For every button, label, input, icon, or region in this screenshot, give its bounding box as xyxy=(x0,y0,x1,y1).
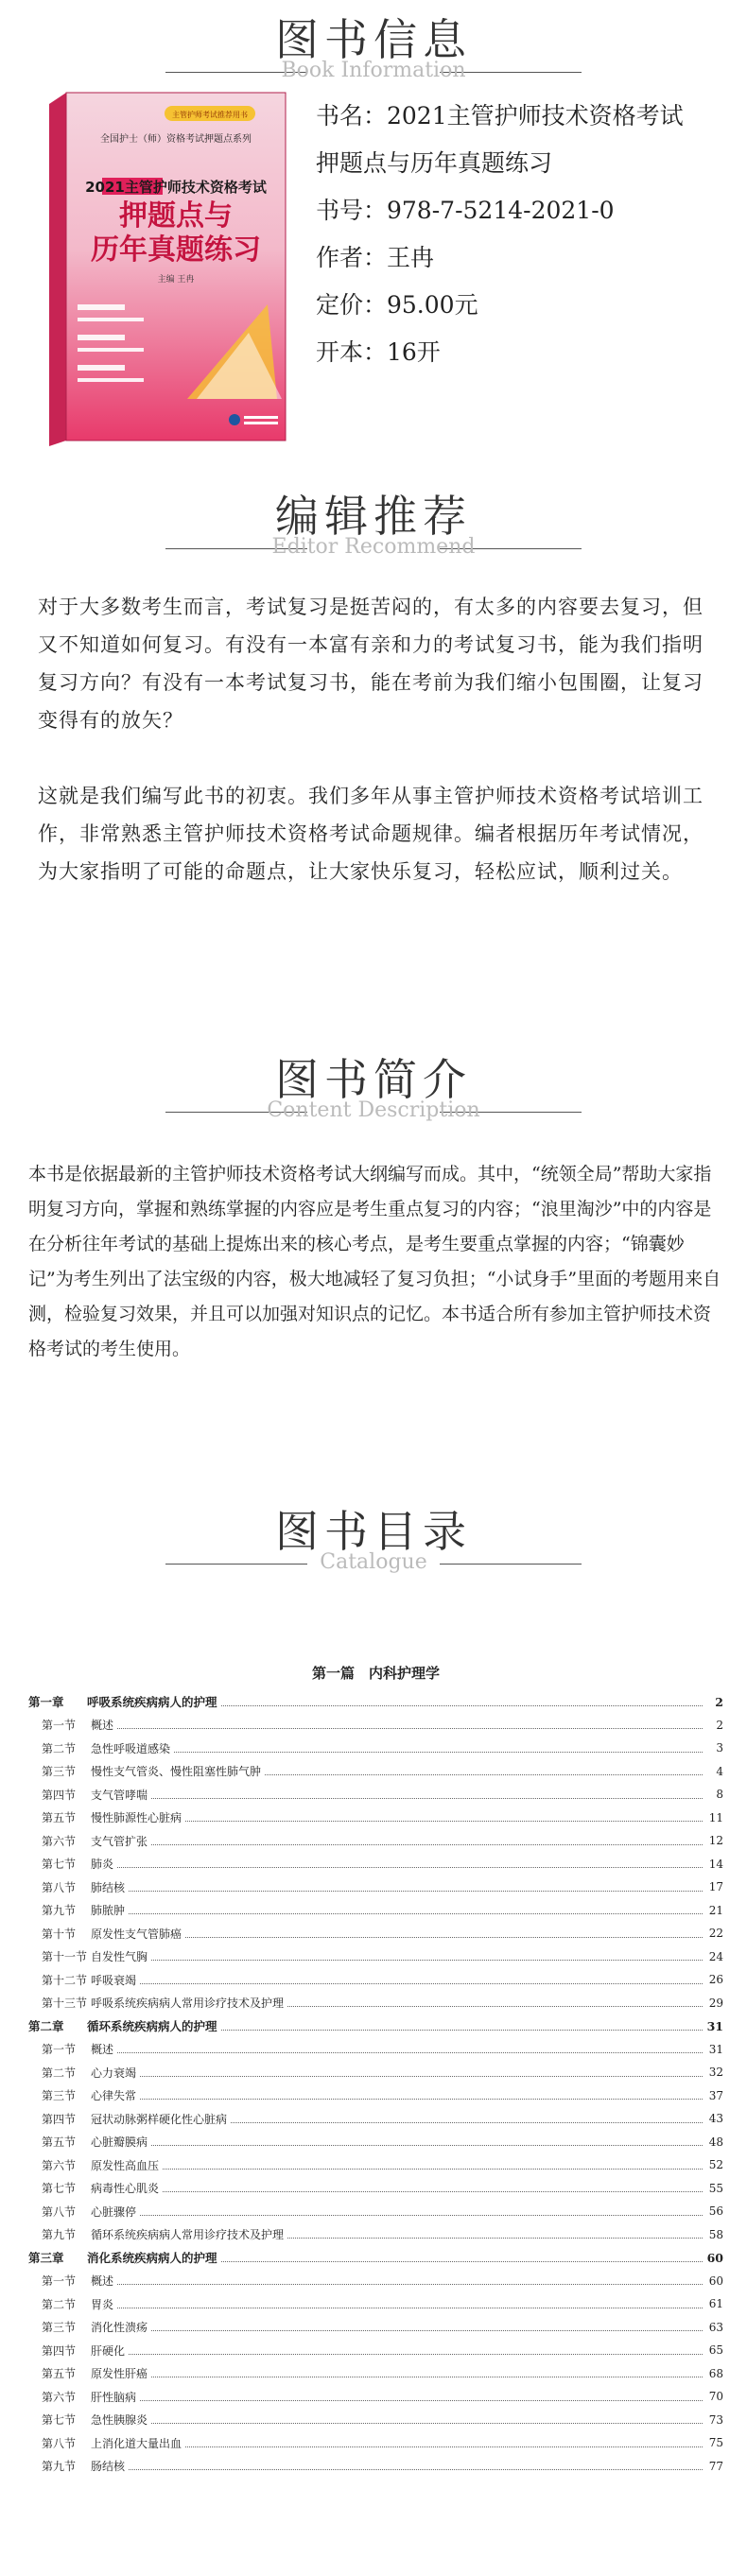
toc-entry-title: 原发性肝癌 xyxy=(91,2367,148,2381)
toc-leader-dots xyxy=(185,2439,703,2447)
toc-leader-dots xyxy=(117,1720,703,1729)
toc-entry-number: 第十节 xyxy=(42,1927,77,1941)
cover-title-line1: 押题点与 xyxy=(119,199,233,233)
toc-leader-dots xyxy=(151,2137,703,2146)
toc-entry-title: 循环系统疾病病人的护理 xyxy=(87,2019,217,2034)
toc-entry-title: 消化性溃疡 xyxy=(91,2321,148,2335)
toc-leader-dots xyxy=(140,1976,703,1984)
cover-series: 全国护士（师）资格考试押题点系列 xyxy=(100,134,252,145)
section-header-catalogue xyxy=(0,1497,747,1611)
toc-entry-title: 慢性肺源性心脏病 xyxy=(91,1811,182,1825)
toc-entry-title: 冠状动脉粥样硬化性心脏病 xyxy=(91,2112,228,2126)
toc-entry-title: 肝硬化 xyxy=(91,2343,126,2358)
toc-entry-number: 第八节 xyxy=(42,1880,77,1894)
toc-entry-number: 第七节 xyxy=(42,1858,77,1872)
toc-entry-page: 61 xyxy=(708,2297,723,2311)
toc-leader-dots xyxy=(129,1906,703,1914)
toc-entry-number: 第四节 xyxy=(42,1788,77,1802)
toc-leader-dots xyxy=(129,2346,703,2355)
toc-entry-page: 70 xyxy=(708,2390,723,2404)
toc-section-row xyxy=(28,1968,723,1992)
toc-leader-dots xyxy=(117,2045,703,2053)
editor-paragraph-1: 对于大多数考生而言，考试复习是挺苦闷的，有太多的内容要去复习，但又不知道如何复习。有没有一本富有亲和力的考试复习书，能为我们指明复习方向？有没有一本考试复习书，能在考前为我们缩小包围圈，让复习变得有的放矢？ xyxy=(38,596,704,732)
toc-entry-page: 29 xyxy=(708,1996,723,2010)
toc-section-row xyxy=(28,1714,723,1738)
toc-entry-title: 概述 xyxy=(91,1719,114,1733)
toc-entry-page: 68 xyxy=(708,2366,723,2380)
toc-chapter-row xyxy=(28,2246,723,2270)
toc-entry-number: 第十三节 xyxy=(42,1997,88,2011)
toc-entry-title: 病毒性心肌炎 xyxy=(91,2182,160,2196)
toc-entry-page: 31 xyxy=(708,2042,723,2056)
toc-entry-page: 60 xyxy=(706,2250,723,2265)
toc-section-row xyxy=(28,1737,723,1760)
section-subtitle: Content Description xyxy=(267,1098,480,1122)
section-title: 图书目录 xyxy=(275,1506,472,1557)
toc-entry-number: 第五节 xyxy=(42,1811,77,1825)
book-format: 开本：16开 xyxy=(316,338,441,366)
toc-section-row xyxy=(28,2153,723,2177)
toc-entry-page: 31 xyxy=(706,2018,723,2033)
toc-entry-number: 第九节 xyxy=(42,2460,77,2474)
toc-section-row xyxy=(28,2455,723,2479)
section-subtitle: Editor Recommend xyxy=(271,535,476,559)
toc-leader-dots xyxy=(129,2462,703,2470)
toc-entry-title: 胃炎 xyxy=(91,2297,114,2311)
toc-entry-title: 循环系统疾病病人常用诊疗技术及护理 xyxy=(91,2228,285,2242)
toc-leader-dots xyxy=(140,2393,703,2401)
toc-section-row xyxy=(28,2061,723,2084)
toc-entry-page: 8 xyxy=(716,1788,723,1802)
cover-badge: 主管护师考试推荐用书 xyxy=(172,111,248,119)
toc-entry-page: 60 xyxy=(708,2273,723,2288)
toc-leader-dots xyxy=(163,2184,703,2192)
toc-leader-dots xyxy=(151,2369,703,2377)
book-isbn: 书号：978-7-5214-2021-0 xyxy=(316,197,615,224)
section-title: 图书简介 xyxy=(275,1054,472,1105)
toc-entry-page: 17 xyxy=(708,1880,723,1894)
toc-leader-dots xyxy=(221,1698,703,1706)
toc-leader-dots xyxy=(185,1813,703,1822)
toc-leader-dots xyxy=(129,1883,703,1892)
toc-entry-title: 肠结核 xyxy=(91,2460,126,2474)
toc-section-row xyxy=(28,2362,723,2386)
toc-entry-number: 第七节 xyxy=(42,2182,77,2196)
toc-list xyxy=(28,1690,723,2478)
toc-entry-page: 26 xyxy=(708,1973,723,1987)
toc-entry-title: 肺结核 xyxy=(91,1880,126,1894)
toc-entry-page: 12 xyxy=(708,1834,723,1848)
toc-leader-dots xyxy=(117,1859,703,1868)
toc-leader-dots xyxy=(287,2230,703,2239)
toc-entry-number: 第二节 xyxy=(42,2297,77,2311)
toc-entry-page: 14 xyxy=(708,1857,723,1871)
toc-entry-number: 第三节 xyxy=(42,2321,77,2335)
toc-entry-title: 心律失常 xyxy=(91,2089,137,2103)
toc-entry-page: 32 xyxy=(708,2066,723,2080)
toc-entry-title: 原发性高血压 xyxy=(91,2158,160,2172)
toc-entry-page: 73 xyxy=(708,2412,723,2427)
toc-entry-title: 慢性支气管炎、慢性阻塞性肺气肿 xyxy=(91,1765,262,1779)
toc-entry-title: 支气管哮喘 xyxy=(91,1788,148,1802)
toc-entry-number: 第七节 xyxy=(42,2413,77,2428)
toc-section-row xyxy=(28,1945,723,1969)
toc-leader-dots xyxy=(265,1767,703,1775)
section-title: 编辑推荐 xyxy=(275,491,472,542)
toc-entry-number: 第三节 xyxy=(42,1765,77,1779)
book-price: 定价：95.00元 xyxy=(316,291,478,319)
toc-entry-number: 第五节 xyxy=(42,2367,77,2381)
toc-entry-number: 第一节 xyxy=(42,2274,77,2289)
toc-entry-title: 呼吸系统疾病病人的护理 xyxy=(87,1695,217,1710)
toc-leader-dots xyxy=(185,1929,703,1938)
section-header-editor xyxy=(0,482,747,596)
toc-leader-dots xyxy=(163,2161,703,2170)
toc-entry-page: 2 xyxy=(715,1694,723,1709)
toc-entry-page: 52 xyxy=(708,2158,723,2172)
toc-leader-dots xyxy=(151,2323,703,2331)
toc-section-row xyxy=(28,2431,723,2455)
toc-section-row xyxy=(28,2038,723,2062)
toc-entry-number: 第八节 xyxy=(42,2436,77,2450)
toc-entry-title: 消化系统疾病病人的护理 xyxy=(87,2251,217,2266)
toc-leader-dots xyxy=(117,2300,703,2308)
toc-entry-number: 第五节 xyxy=(42,2135,77,2150)
book-author: 作者：王冉 xyxy=(316,244,435,271)
section-subtitle: Book Information xyxy=(281,59,466,82)
toc-entry-title: 呼吸系统疾病病人常用诊疗技术及护理 xyxy=(91,1997,285,2011)
toc-entry-page: 11 xyxy=(708,1810,723,1824)
book-info-block xyxy=(316,93,684,376)
book-title-line1: 书名：2021主管护师技术资格考试 xyxy=(316,102,684,130)
toc-leader-dots xyxy=(174,1744,703,1753)
toc-section-row xyxy=(28,1783,723,1807)
toc-entry-number: 第一章 xyxy=(28,1695,64,1710)
toc-leader-dots xyxy=(221,2254,703,2262)
book-cover-image xyxy=(45,87,289,446)
toc-entry-number: 第四节 xyxy=(42,2112,77,2126)
toc-entry-page: 77 xyxy=(708,2459,723,2473)
toc-entry-number: 第三章 xyxy=(28,2251,64,2266)
toc-leader-dots xyxy=(140,2091,703,2100)
toc-entry-number: 第二节 xyxy=(42,1741,77,1755)
toc-entry-title: 急性呼吸道感染 xyxy=(91,1741,171,1755)
toc-section-row xyxy=(28,1853,723,1876)
toc-section-row xyxy=(28,1992,723,2015)
toc-entry-number: 第六节 xyxy=(42,2390,77,2404)
toc-section-row xyxy=(28,2177,723,2201)
toc-entry-page: 48 xyxy=(708,2135,723,2149)
toc-entry-number: 第一节 xyxy=(42,1719,77,1733)
cover-editor: 主编 王冉 xyxy=(157,275,195,285)
toc-entry-title: 支气管扩张 xyxy=(91,1834,148,1848)
toc-leader-dots xyxy=(151,2415,703,2424)
toc-entry-number: 第六节 xyxy=(42,1834,77,1848)
toc-section-row xyxy=(28,2316,723,2340)
toc-entry-title: 上消化道大量出血 xyxy=(91,2436,182,2450)
toc-entry-title: 原发性支气管肺癌 xyxy=(91,1927,182,1941)
toc-part-title: 第一篇 内科护理学 xyxy=(311,1665,440,1682)
toc-leader-dots xyxy=(151,1790,703,1799)
toc-section-row xyxy=(28,2339,723,2362)
toc-entry-page: 3 xyxy=(716,1741,723,1755)
toc-leader-dots xyxy=(151,1952,703,1961)
toc-entry-page: 24 xyxy=(708,1949,723,1963)
toc-section-row xyxy=(28,2107,723,2131)
toc-entry-title: 概述 xyxy=(91,2043,114,2057)
toc-entry-number: 第三节 xyxy=(42,2089,77,2103)
section-header-content xyxy=(0,1046,747,1159)
toc-entry-page: 65 xyxy=(708,2343,723,2358)
cover-year-title: 2021主管护师技术资格考试 xyxy=(85,179,267,196)
toc-leader-dots xyxy=(151,1837,703,1845)
toc-entry-page: 58 xyxy=(708,2227,723,2241)
toc-entry-page: 4 xyxy=(716,1764,723,1778)
toc-entry-number: 第十一节 xyxy=(42,1950,88,1964)
toc-entry-number: 第八节 xyxy=(42,2204,77,2219)
toc-section-row xyxy=(28,1760,723,1784)
toc-entry-title: 肺脓肿 xyxy=(91,1904,126,1918)
toc-entry-number: 第四节 xyxy=(42,2343,77,2358)
toc-entry-title: 自发性气胸 xyxy=(91,1950,148,1964)
toc-section-row xyxy=(28,2223,723,2247)
toc-entry-title: 急性胰腺炎 xyxy=(91,2413,148,2428)
toc-section-row xyxy=(28,1829,723,1853)
toc-section-row xyxy=(28,2292,723,2316)
toc-leader-dots xyxy=(221,2022,703,2031)
toc-entry-title: 概述 xyxy=(91,2274,114,2289)
toc-section-row xyxy=(28,2385,723,2409)
toc-entry-number: 第九节 xyxy=(42,1904,77,1918)
toc-entry-page: 2 xyxy=(716,1718,723,1732)
content-description: 本书是依据最新的主管护师技术资格考试大纲编写而成。其中，“统领全局”帮助大家指明复习方向，掌握和熟练掌握的内容应是考生重点复习的内容；“浪里淘沙”中的内容是在分析往年考试的基础上提炼出来的核心考点，是考生要重点掌握的内容；“锦囊妙记”为考生列出了法宝级的内容，极大地减轻了复习负担；“小试身手”里面的考题用来自测，检验复习效果，并且可以加强对知识点的记忆。本书适合所有参加主管护师技术资格考试的考生使用。 xyxy=(28,1164,721,1359)
section-title: 图书信息 xyxy=(275,14,472,65)
toc-entry-title: 肺炎 xyxy=(91,1858,114,1872)
toc-entry-page: 55 xyxy=(708,2181,723,2195)
toc-section-row xyxy=(28,1899,723,1923)
toc-leader-dots xyxy=(287,1998,703,2007)
toc-leader-dots xyxy=(117,2276,703,2285)
toc-section-row xyxy=(28,2131,723,2154)
toc-section-row xyxy=(28,2200,723,2223)
toc-chapter-row xyxy=(28,2014,723,2038)
toc-leader-dots xyxy=(231,2115,703,2123)
toc-section-row xyxy=(28,1876,723,1899)
section-subtitle: Catalogue xyxy=(320,1550,427,1574)
table-of-contents xyxy=(28,1656,723,2478)
toc-entry-number: 第六节 xyxy=(42,2158,77,2172)
toc-section-row xyxy=(28,1807,723,1830)
toc-entry-number: 第二章 xyxy=(28,2019,64,2034)
toc-entry-title: 心脏骤停 xyxy=(91,2204,137,2219)
toc-entry-page: 75 xyxy=(708,2436,723,2450)
cover-title-line2: 历年真题练习 xyxy=(91,233,261,267)
toc-entry-page: 56 xyxy=(708,2204,723,2219)
toc-entry-title: 肝性脑病 xyxy=(91,2390,137,2404)
toc-entry-page: 22 xyxy=(708,1927,723,1941)
toc-entry-title: 呼吸衰竭 xyxy=(91,1973,137,1987)
toc-entry-page: 21 xyxy=(708,1903,723,1917)
editor-paragraph-2: 这就是我们编写此书的初衷。我们多年从事主管护师技术资格考试培训工作，非常熟悉主管护师技术资格考试命题规律。编者根据历年考试情况，为大家指明了可能的命题点，让大家快乐复习，轻松应试，顺利过关。 xyxy=(38,785,704,883)
toc-entry-page: 63 xyxy=(708,2320,723,2334)
toc-entry-title: 心力衰竭 xyxy=(91,2066,137,2080)
toc-entry-page: 37 xyxy=(708,2088,723,2102)
toc-entry-number: 第二节 xyxy=(42,2066,77,2080)
toc-section-row xyxy=(28,1922,723,1945)
toc-entry-number: 第一节 xyxy=(42,2043,77,2057)
toc-section-row xyxy=(28,2270,723,2293)
toc-section-row xyxy=(28,2409,723,2432)
toc-entry-page: 43 xyxy=(708,2112,723,2126)
toc-chapter-row xyxy=(28,1690,723,1714)
toc-entry-title: 心脏瓣膜病 xyxy=(91,2135,148,2150)
book-title-line2: 押题点与历年真题练习 xyxy=(316,149,553,177)
toc-leader-dots xyxy=(140,2068,703,2077)
toc-entry-number: 第十二节 xyxy=(42,1973,88,1987)
toc-entry-number: 第九节 xyxy=(42,2228,77,2242)
toc-section-row xyxy=(28,2084,723,2108)
toc-leader-dots xyxy=(140,2207,703,2216)
